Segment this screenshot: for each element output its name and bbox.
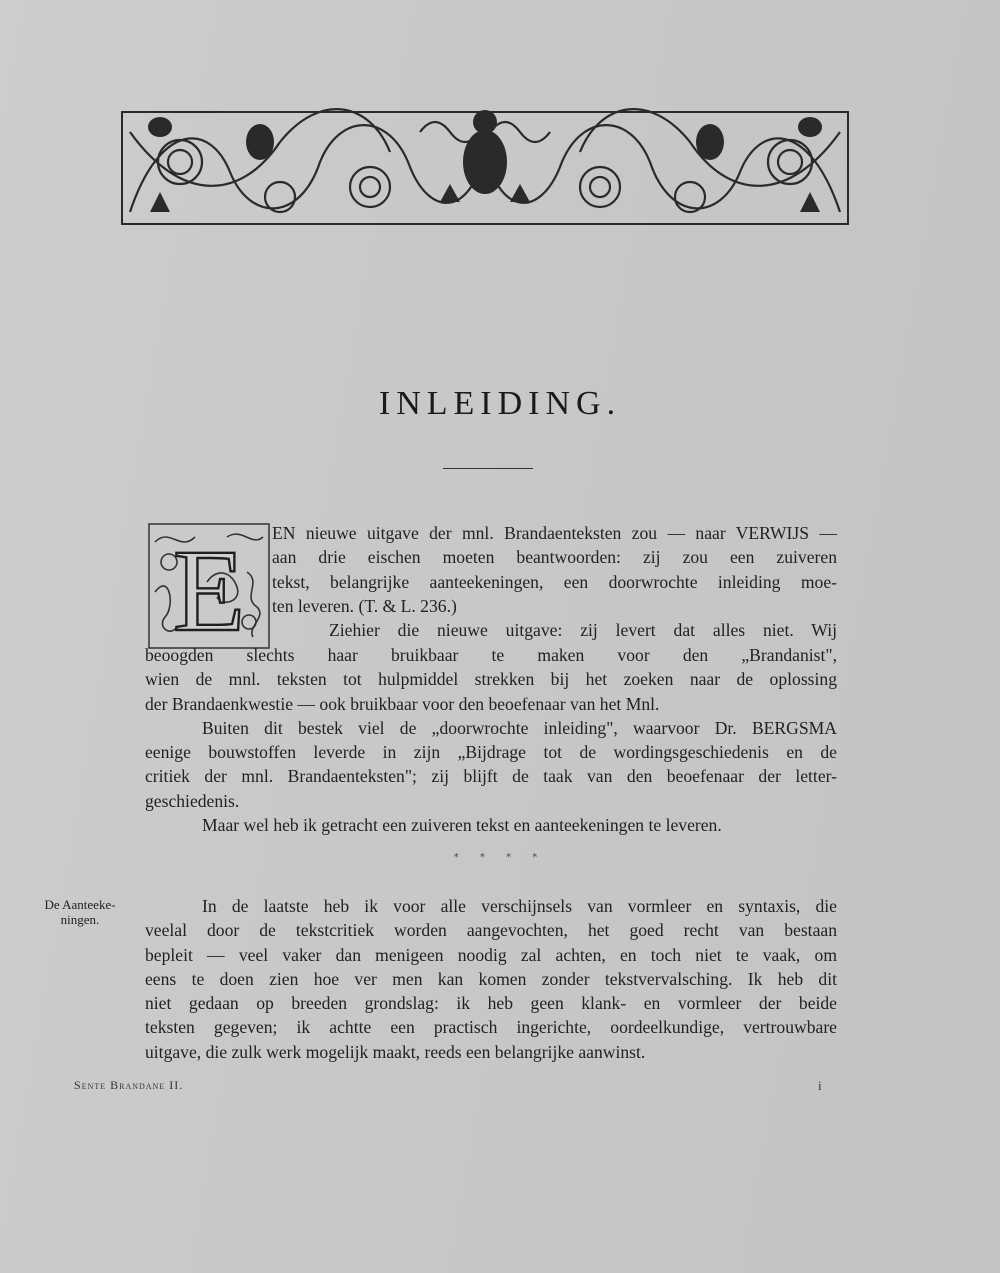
text-line: veelal door de tekstcritiek worden aangevochten, het goed recht van bestaan — [145, 920, 837, 941]
text-line: bepleit — veel vaker dan menigeen noodig zal achten, en toch niet te vaak, om — [145, 944, 837, 965]
text-line: Maar wel heb ik getracht een zuiveren tekst en aanteekeningen te leveren. — [202, 815, 722, 836]
paragraph-1-top — [272, 521, 837, 642]
text-line: uitgave, die zulk werk mogelijk maakt, reeds een belangrijke aanwinst. — [145, 1041, 646, 1062]
text-line: eens te doen zien hoe ver men kan komen zonder tekstvervalsching. Ik heb dit — [145, 968, 837, 989]
text-line: Buiten dit bestek viel de „doorwrochte inleiding", waarvoor Dr. BERGSMA — [202, 717, 837, 738]
text-line: critiek der mnl. Brandaenteksten"; zij blijft de taak van den beoefenaar der letter- — [145, 766, 837, 787]
paragraph-2 — [145, 894, 837, 1064]
text-line: aan drie eischen moeten beantwoorden: zij zou een zuiveren — [272, 547, 837, 568]
margin-note — [30, 897, 130, 927]
text-line: wien de mnl. teksten tot hulpmiddel strekken bij het zoeken naar de oplossing — [145, 669, 837, 690]
text-line: ten leveren. (T. & L. 236.) — [272, 595, 457, 616]
text-line: Ziehier die nieuwe uitgave: zij levert dat alles niet. Wij — [329, 620, 837, 641]
initial-letter-e: E — [172, 525, 246, 650]
text-line: EN nieuwe uitgave der mnl. Brandaenteksten zou — naar VERWIJS — — [272, 523, 837, 543]
chapter-title: INLEIDING. — [378, 385, 622, 422]
footer-signature: Sente Brandane II. — [74, 1078, 184, 1092]
page-number: i — [818, 1078, 822, 1093]
decorated-initial-letter — [147, 522, 271, 650]
section-separator-stars: * * * * — [453, 852, 547, 863]
text-line: der Brandaenkwestie — ook bruikbaar voor den beoefenaar van het Mnl. — [145, 693, 660, 714]
paragraph-1-bottom — [145, 643, 837, 837]
text-line: beoogden slechts haar bruikbaar te maken voor den „Brandanist", — [145, 645, 837, 665]
text-line: tekst, belangrijke aanteekeningen, een doorwrochte inleiding moe- — [272, 571, 837, 592]
title-divider — [443, 468, 533, 469]
text-line: geschiedenis. — [145, 790, 240, 811]
text-line: teksten gegeven; ik achtte een practisch ingerichte, oordeelkundige, vertrouwbare — [145, 1017, 837, 1038]
margin-note-line: ningen. — [60, 912, 100, 927]
text-line: eenige bouwstoffen leverde in zijn „Bijdrage tot de wordingsgeschiedenis en de — [145, 742, 837, 763]
text-line: In de laatste heb ik voor alle verschijnsels van vormleer en syntaxis, die — [202, 896, 837, 916]
margin-note-line: De Aanteeke- — [44, 897, 116, 912]
text-line: niet gedaan op breeden grondslag: ik heb geen klank- en vormleer der beide — [145, 993, 837, 1014]
ornamental-header-band — [120, 92, 850, 240]
